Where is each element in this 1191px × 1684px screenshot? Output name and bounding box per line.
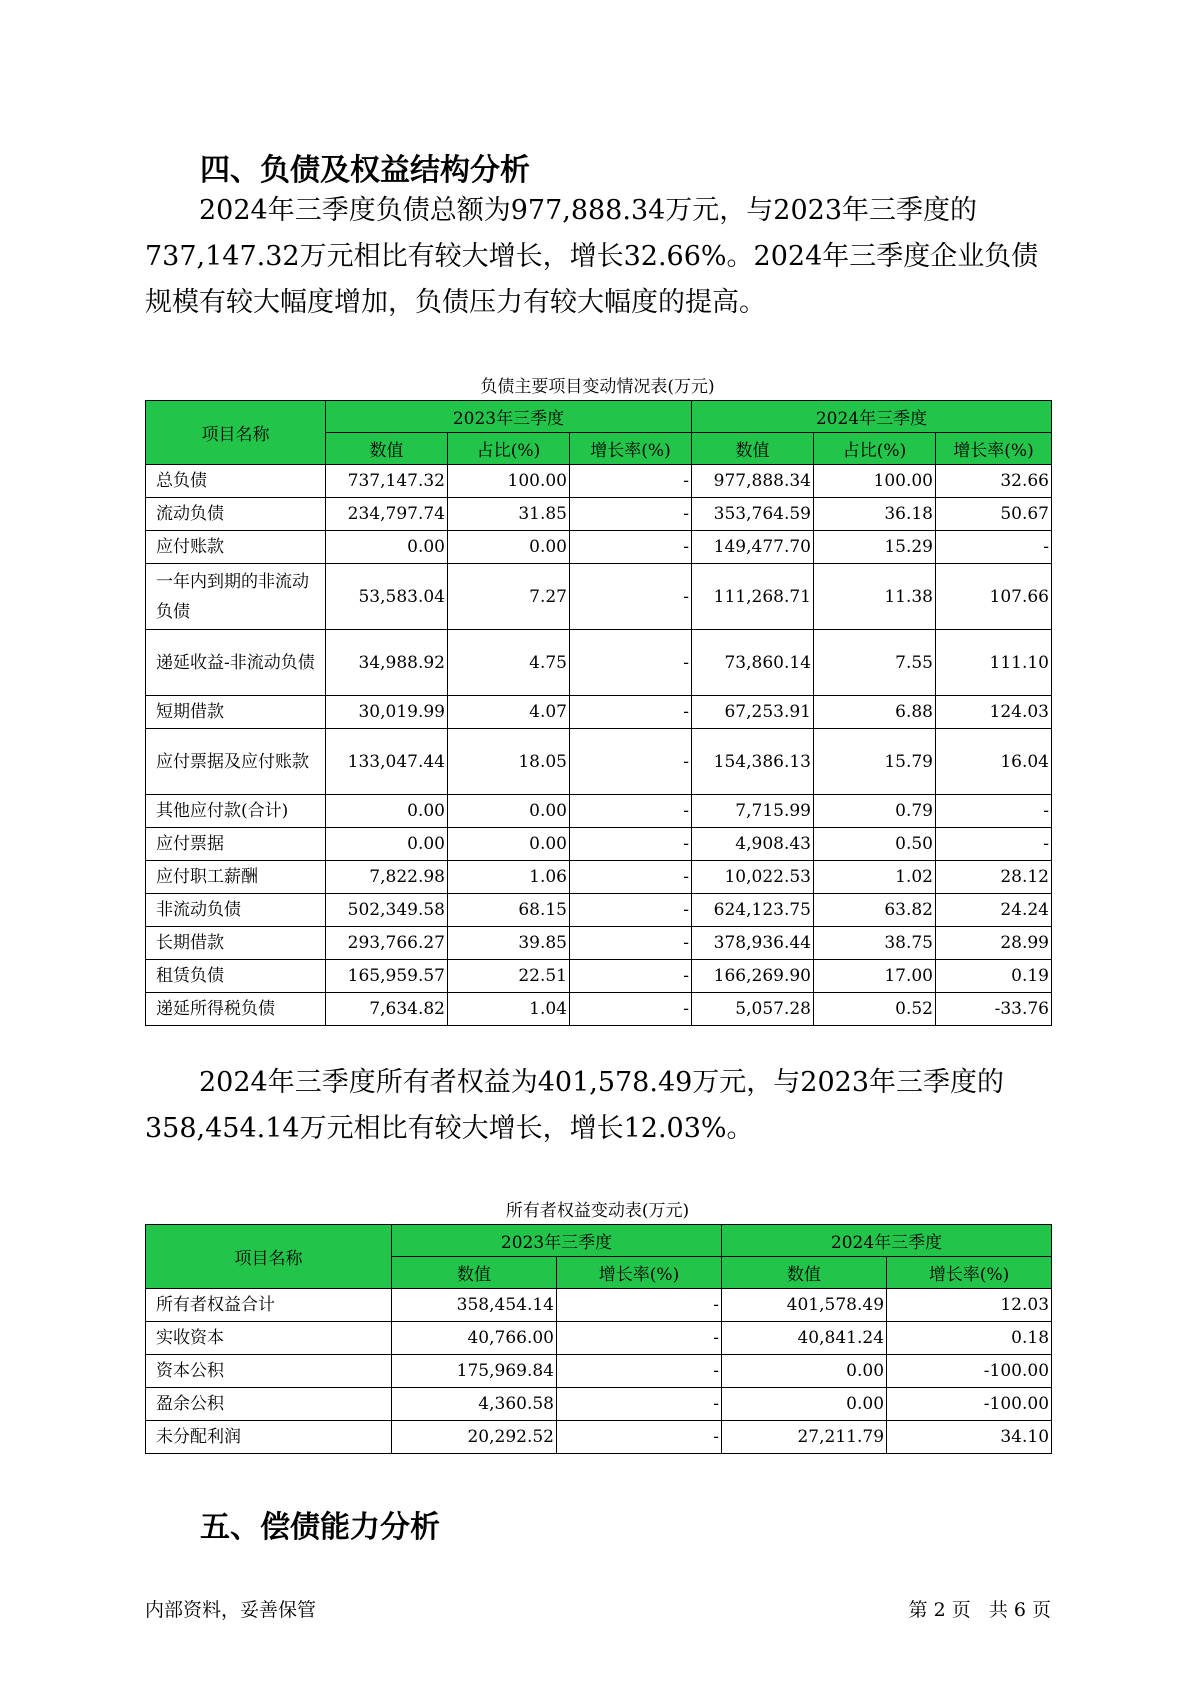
row-cell-g2: - <box>936 531 1052 564</box>
table-row <box>146 696 1052 729</box>
footer-page-number: 第 2 页 共 6 页 <box>908 1599 1051 1621</box>
row-cell-g2: 16.04 <box>936 729 1052 795</box>
row-cell-v1: 0.00 <box>326 828 448 861</box>
row-cell-g1: - <box>570 630 692 696</box>
table-row <box>146 1355 1052 1388</box>
row-cell-g1: - <box>570 531 692 564</box>
row-cell-v2: 111,268.71 <box>692 564 814 630</box>
table-row <box>146 1421 1052 1454</box>
row-cell-g2: 50.67 <box>936 498 1052 531</box>
equity-item-header: 项目名称 <box>146 1225 392 1289</box>
row-cell-s1: 4.75 <box>448 630 570 696</box>
table-row <box>146 564 1052 630</box>
equity-period2-header: 2024年三季度 <box>722 1225 1052 1257</box>
row-cell-v1: 133,047.44 <box>326 729 448 795</box>
row-label: 长期借款 <box>146 927 326 960</box>
row-cell-v1: 0.00 <box>326 531 448 564</box>
table-row <box>146 729 1052 795</box>
row-cell-s2: 17.00 <box>814 960 936 993</box>
liability-col-share-1: 占比(%) <box>448 433 570 465</box>
row-cell-v1: 234,797.74 <box>326 498 448 531</box>
row-cell-s2: 36.18 <box>814 498 936 531</box>
row-cell-s1: 4.07 <box>448 696 570 729</box>
row-cell-s2: 6.88 <box>814 696 936 729</box>
row-cell-v1: 358,454.14 <box>392 1289 557 1322</box>
liability-summary-paragraph <box>145 188 1050 326</box>
row-label: 总负债 <box>146 465 326 498</box>
row-cell-s2: 15.79 <box>814 729 936 795</box>
row-cell-g2: 28.99 <box>936 927 1052 960</box>
row-cell-g2: 24.24 <box>936 894 1052 927</box>
footer-confidential-note: 内部资料，妥善保管 <box>145 1599 317 1621</box>
row-cell-v2: 4,908.43 <box>692 828 814 861</box>
row-cell-g1: - <box>570 927 692 960</box>
row-cell-v1: 0.00 <box>326 795 448 828</box>
row-cell-g1: - <box>557 1421 722 1454</box>
row-cell-v2: 27,211.79 <box>722 1421 887 1454</box>
row-cell-g1: - <box>570 696 692 729</box>
row-cell-v2: 378,936.44 <box>692 927 814 960</box>
row-cell-v1: 20,292.52 <box>392 1421 557 1454</box>
row-cell-v1: 165,959.57 <box>326 960 448 993</box>
table-row <box>146 828 1052 861</box>
row-cell-v1: 293,766.27 <box>326 927 448 960</box>
row-cell-v2: 40,841.24 <box>722 1322 887 1355</box>
row-cell-s1: 39.85 <box>448 927 570 960</box>
row-cell-v2: 67,253.91 <box>692 696 814 729</box>
row-cell-g1: - <box>570 993 692 1026</box>
row-cell-g1: - <box>570 960 692 993</box>
row-label: 流动负债 <box>146 498 326 531</box>
row-cell-s1: 1.04 <box>448 993 570 1026</box>
row-cell-v1: 34,988.92 <box>326 630 448 696</box>
liability-col-value-1: 数值 <box>326 433 448 465</box>
row-cell-v1: 40,766.00 <box>392 1322 557 1355</box>
row-cell-v2: 624,123.75 <box>692 894 814 927</box>
row-cell-g1: - <box>570 894 692 927</box>
row-cell-v2: 10,022.53 <box>692 861 814 894</box>
row-cell-v2: 5,057.28 <box>692 993 814 1026</box>
row-label: 资本公积 <box>146 1355 392 1388</box>
row-cell-g2: 107.66 <box>936 564 1052 630</box>
row-cell-v2: 977,888.34 <box>692 465 814 498</box>
row-cell-s2: 1.02 <box>814 861 936 894</box>
liability-col-growth-1: 增长率(%) <box>570 433 692 465</box>
row-label: 一年内到期的非流动负债 <box>146 564 326 630</box>
equity-summary-paragraph <box>145 1060 1050 1152</box>
liability-table <box>145 400 1052 1026</box>
row-cell-g2: 111.10 <box>936 630 1052 696</box>
table-row <box>146 795 1052 828</box>
row-cell-v1: 53,583.04 <box>326 564 448 630</box>
row-label: 其他应付款(合计) <box>146 795 326 828</box>
equity-period1-header: 2023年三季度 <box>392 1225 722 1257</box>
row-cell-s2: 0.79 <box>814 795 936 828</box>
row-cell-v2: 0.00 <box>722 1388 887 1421</box>
row-cell-s1: 100.00 <box>448 465 570 498</box>
row-cell-s2: 100.00 <box>814 465 936 498</box>
equity-table-caption: 所有者权益变动表(万元) <box>505 1201 690 1221</box>
row-cell-g1: - <box>557 1388 722 1421</box>
row-cell-g1: - <box>570 465 692 498</box>
row-cell-g2: -100.00 <box>887 1355 1052 1388</box>
row-cell-s1: 0.00 <box>448 828 570 861</box>
row-label: 应付票据及应付账款 <box>146 729 326 795</box>
row-label: 递延收益-非流动负债 <box>146 630 326 696</box>
equity-summary-text: 2024年三季度所有者权益为401,578.49万元，与2023年三季度的358,454.14万元相比有较大增长，增长12.03%。 <box>145 1067 1005 1144</box>
row-label: 非流动负债 <box>146 894 326 927</box>
row-label: 应付账款 <box>146 531 326 564</box>
row-label: 应付职工薪酬 <box>146 861 326 894</box>
row-label: 实收资本 <box>146 1322 392 1355</box>
row-cell-g1: - <box>570 795 692 828</box>
table-row <box>146 465 1052 498</box>
row-cell-s1: 0.00 <box>448 795 570 828</box>
row-cell-v1: 4,360.58 <box>392 1388 557 1421</box>
row-cell-g1: - <box>557 1289 722 1322</box>
row-cell-g1: - <box>570 729 692 795</box>
row-label: 所有者权益合计 <box>146 1289 392 1322</box>
row-cell-s2: 0.52 <box>814 993 936 1026</box>
row-cell-s2: 63.82 <box>814 894 936 927</box>
row-cell-s2: 7.55 <box>814 630 936 696</box>
equity-col-value-2: 数值 <box>722 1257 887 1289</box>
table-row <box>146 861 1052 894</box>
row-cell-s2: 0.50 <box>814 828 936 861</box>
row-cell-s1: 7.27 <box>448 564 570 630</box>
liability-col-value-2: 数值 <box>692 433 814 465</box>
liability-period1-header: 2023年三季度 <box>326 401 692 433</box>
table-row <box>146 927 1052 960</box>
row-cell-g2: 28.12 <box>936 861 1052 894</box>
equity-col-growth-2: 增长率(%) <box>887 1257 1052 1289</box>
row-cell-v1: 30,019.99 <box>326 696 448 729</box>
section-4-title: 四、负债及权益结构分析 <box>200 153 530 188</box>
row-cell-g1: - <box>570 828 692 861</box>
row-label: 未分配利润 <box>146 1421 392 1454</box>
row-label: 短期借款 <box>146 696 326 729</box>
row-cell-v2: 154,386.13 <box>692 729 814 795</box>
row-cell-g1: - <box>570 498 692 531</box>
liability-summary-text: 2024年三季度负债总额为977,888.34万元，与2023年三季度的737,147.32万元相比有较大增长，增长32.66%。2024年三季度企业负债规模有较大幅度增加，负债压力有较大幅度的提高。 <box>145 195 1039 318</box>
row-cell-s2: 15.29 <box>814 531 936 564</box>
row-cell-s1: 1.06 <box>448 861 570 894</box>
table-row <box>146 531 1052 564</box>
row-cell-v1: 7,634.82 <box>326 993 448 1026</box>
liability-table-caption: 负债主要项目变动情况表(万元) <box>480 377 715 397</box>
row-cell-s1: 18.05 <box>448 729 570 795</box>
row-cell-g1: - <box>557 1355 722 1388</box>
table-row <box>146 993 1052 1026</box>
row-cell-g2: 32.66 <box>936 465 1052 498</box>
row-label: 租赁负债 <box>146 960 326 993</box>
row-cell-g2: 0.18 <box>887 1322 1052 1355</box>
table-row <box>146 630 1052 696</box>
row-cell-g2: 34.10 <box>887 1421 1052 1454</box>
row-cell-v2: 73,860.14 <box>692 630 814 696</box>
row-cell-v2: 0.00 <box>722 1355 887 1388</box>
row-cell-v1: 502,349.58 <box>326 894 448 927</box>
row-cell-g2: - <box>936 828 1052 861</box>
row-cell-g2: 12.03 <box>887 1289 1052 1322</box>
row-cell-s2: 38.75 <box>814 927 936 960</box>
row-cell-g2: - <box>936 795 1052 828</box>
table-row <box>146 1388 1052 1421</box>
row-cell-s1: 22.51 <box>448 960 570 993</box>
liability-period2-header: 2024年三季度 <box>692 401 1052 433</box>
row-cell-g2: -33.76 <box>936 993 1052 1026</box>
row-cell-v2: 149,477.70 <box>692 531 814 564</box>
row-cell-v2: 166,269.90 <box>692 960 814 993</box>
row-cell-v1: 7,822.98 <box>326 861 448 894</box>
section-5-title: 五、偿债能力分析 <box>200 1510 440 1545</box>
table-row <box>146 1289 1052 1322</box>
liability-col-growth-2: 增长率(%) <box>936 433 1052 465</box>
row-cell-s2: 11.38 <box>814 564 936 630</box>
table-row <box>146 1322 1052 1355</box>
table-row <box>146 894 1052 927</box>
row-cell-g1: - <box>570 564 692 630</box>
table-row <box>146 498 1052 531</box>
liability-item-header: 项目名称 <box>146 401 326 465</box>
row-label: 递延所得税负债 <box>146 993 326 1026</box>
row-cell-s1: 31.85 <box>448 498 570 531</box>
equity-col-value-1: 数值 <box>392 1257 557 1289</box>
liability-col-share-2: 占比(%) <box>814 433 936 465</box>
row-cell-v2: 401,578.49 <box>722 1289 887 1322</box>
row-cell-g2: 0.19 <box>936 960 1052 993</box>
row-cell-v1: 175,969.84 <box>392 1355 557 1388</box>
row-cell-s1: 68.15 <box>448 894 570 927</box>
row-cell-v2: 353,764.59 <box>692 498 814 531</box>
row-cell-g1: - <box>570 861 692 894</box>
row-cell-g1: - <box>557 1322 722 1355</box>
row-label: 盈余公积 <box>146 1388 392 1421</box>
row-cell-v2: 7,715.99 <box>692 795 814 828</box>
table-row <box>146 960 1052 993</box>
equity-col-growth-1: 增长率(%) <box>557 1257 722 1289</box>
equity-table <box>145 1224 1052 1454</box>
row-cell-v1: 737,147.32 <box>326 465 448 498</box>
row-cell-g2: 124.03 <box>936 696 1052 729</box>
row-label: 应付票据 <box>146 828 326 861</box>
row-cell-s1: 0.00 <box>448 531 570 564</box>
row-cell-g2: -100.00 <box>887 1388 1052 1421</box>
